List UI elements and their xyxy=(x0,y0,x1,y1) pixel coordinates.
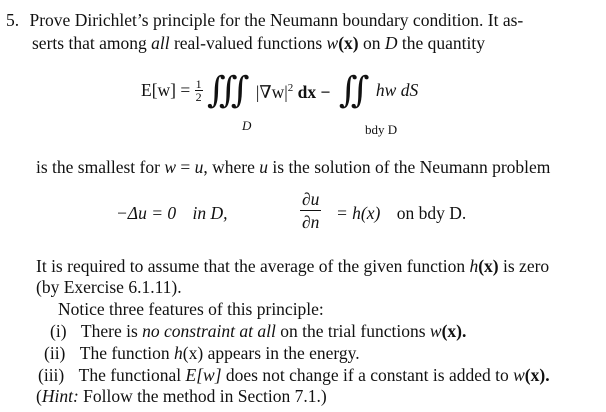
du: ∂u xyxy=(302,189,320,209)
feature-post: on the trial functions xyxy=(275,321,430,341)
neumann-right xyxy=(336,203,466,224)
feature-item-1 xyxy=(50,321,466,342)
var-w: w xyxy=(326,33,339,53)
para2-line1 xyxy=(36,256,549,277)
subscript-D: D xyxy=(242,118,252,133)
hint-label: Hint: xyxy=(41,386,79,406)
para2-text-b: is zero xyxy=(498,256,550,276)
problem-line-2 xyxy=(32,33,485,54)
feature-pre: The functional xyxy=(78,365,186,385)
var-x: (x) xyxy=(338,33,359,53)
energy-equation xyxy=(141,70,419,118)
feature-emph: E[w] xyxy=(185,365,222,385)
grad-w: |∇w| xyxy=(255,81,288,102)
problem-intro-1: Prove Dirichlet’s principle for the Neumann boundary condition. It as- xyxy=(29,10,524,30)
laplace-eq: −Δu = 0 xyxy=(116,203,177,223)
feature-emph: no constraint at all xyxy=(142,321,276,341)
feature-tail: (x). xyxy=(441,321,467,341)
feature-post: does not change if a constant is added to xyxy=(221,365,514,385)
var-u-2: u xyxy=(259,157,269,177)
para2-text-a: It is required to assume that the average of the given function xyxy=(36,256,470,276)
var-w-2: w xyxy=(164,157,176,177)
feature-item-3 xyxy=(38,365,550,386)
hint-open-paren: ( xyxy=(36,386,42,406)
feature-label: (ii) xyxy=(44,343,66,363)
feature-item-2 xyxy=(44,343,360,364)
problem-number: 5. xyxy=(6,10,20,30)
h-of-x: = h(x) xyxy=(336,203,381,223)
intro-text: serts that among xyxy=(32,33,152,53)
energy-lhs: E[w] = xyxy=(141,80,191,100)
feature-label: (i) xyxy=(50,321,67,341)
feature-post: (x) appears in the energy. xyxy=(182,343,360,363)
integrand-2: hw dS xyxy=(375,80,419,100)
normal-derivative xyxy=(300,188,321,233)
feature-tail: (x). xyxy=(524,365,550,385)
subscript-bdy-D: bdy D xyxy=(365,122,398,137)
para2-line3: Notice three features of this principle: xyxy=(58,299,324,319)
problem-line-1 xyxy=(6,10,523,31)
hint-line xyxy=(36,386,327,407)
half-denominator: 2 xyxy=(195,90,202,104)
intro-text-d: the quantity xyxy=(397,33,485,53)
feature-emph: h xyxy=(174,343,183,363)
triple-integral-sign: ∭ xyxy=(206,70,238,111)
feature-label: (iii) xyxy=(38,365,65,385)
one-half xyxy=(195,78,203,103)
half-numerator: 1 xyxy=(195,77,202,91)
intro-text-c: on xyxy=(358,33,385,53)
dn: ∂n xyxy=(302,212,320,232)
smallest-text-c: is the solution of the Neumann problem xyxy=(268,157,551,177)
smallest-text-b: , where xyxy=(203,157,260,177)
var-h: h xyxy=(469,256,479,276)
feature-var: w xyxy=(429,321,442,341)
equals-sign: = xyxy=(176,157,195,177)
exponent-2: 2 xyxy=(287,82,294,95)
in-D: in D, xyxy=(192,203,228,223)
feature-pre: There is xyxy=(80,321,143,341)
smallest-text-a: is the smallest for xyxy=(36,157,165,177)
var-D: D xyxy=(384,33,398,53)
neumann-left xyxy=(116,203,228,224)
var-u: u xyxy=(194,157,204,177)
on-bdy-D: on bdy D. xyxy=(396,203,467,223)
intro-text-b: real-valued functions xyxy=(169,33,327,53)
feature-var: w xyxy=(513,365,525,385)
para2-line2: (by Exercise 6.1.11). xyxy=(36,277,182,297)
integrand-1 xyxy=(256,82,331,102)
feature-pre: The function xyxy=(79,343,175,363)
du-dn-fraction xyxy=(300,188,321,233)
dx-term: dx − xyxy=(293,81,331,102)
intro-all-emph: all xyxy=(151,33,170,53)
smallest-line xyxy=(36,157,550,178)
hint-text: Follow the method in Section 7.1.) xyxy=(78,386,327,406)
double-integral-sign: ∬ xyxy=(338,70,358,111)
var-x-2: (x) xyxy=(478,256,499,276)
